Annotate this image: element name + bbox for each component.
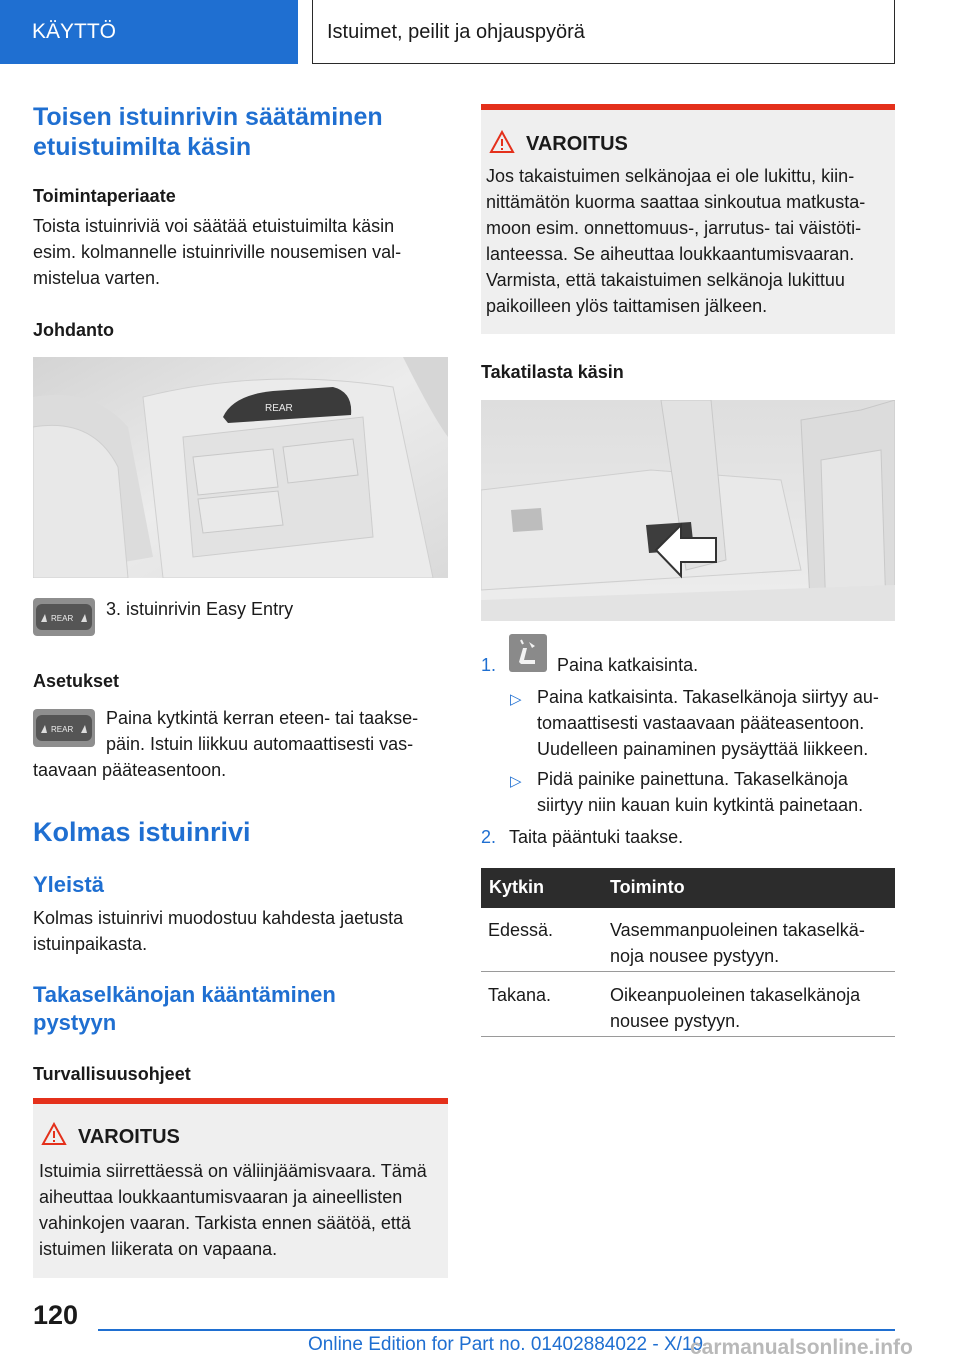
table-cell: Takana. xyxy=(488,985,552,1005)
backrest-switch-icon xyxy=(509,634,547,672)
rear-heading: Takatilasta käsin xyxy=(481,362,624,382)
footer-edition: Online Edition for Part no. 01402884022 - X/19 xyxy=(308,1334,704,1355)
svg-text:REAR: REAR xyxy=(265,403,293,414)
triangle-bullet-icon: ▷ xyxy=(510,691,522,708)
step-number: 2. xyxy=(481,827,497,847)
step-text: Paina katkaisinta. xyxy=(557,655,699,675)
settings-text-2: taavaan pääteasentoon. xyxy=(33,760,227,780)
footer-watermark: carmanualsonline.info xyxy=(690,1336,913,1359)
table-row-divider xyxy=(481,971,895,972)
warning-text: Istuimia siirrettäessä on väliinjäämisvaara. Tämä aiheuttaa loukkaantumisvaaran ja aineellisten vahinkojen vaaran. Tarkista ennen säätöä, että istuimen liikerata on vapaana. xyxy=(39,1161,427,1259)
third-row-title: Kolmas istuinrivi xyxy=(33,817,251,847)
settings-text-1: Paina kytkintä kerran eteen- tai taakse- päin. Istuin liikkuu automaattisesti vas- xyxy=(106,708,419,754)
door-panel-photo xyxy=(33,357,448,578)
svg-text:REAR: REAR xyxy=(51,614,74,623)
settings-heading: Asetukset xyxy=(33,671,120,691)
step-number: 1. xyxy=(481,655,497,675)
warning-triangle-icon xyxy=(489,130,515,154)
general-title: Yleistä xyxy=(33,872,104,897)
header-section: KÄYTTÖ xyxy=(0,0,298,64)
principle-heading: Toimintaperiaate xyxy=(33,186,176,206)
table-header-cell: Toiminto xyxy=(610,877,685,897)
sub-step-1: Paina katkaisinta. Takaselkänoja siirtyy au- tomaattisesti vastaavaan pääteasentoon. Uudelleen painaminen pysäyttää liikkeen. xyxy=(537,687,879,759)
safety-heading: Turvallisuusohjeet xyxy=(33,1064,191,1084)
triangle-bullet-icon: ▷ xyxy=(510,773,522,790)
easy-entry-caption: 3. istuinrivin Easy Entry xyxy=(106,599,294,619)
page-number: 120 xyxy=(33,1300,79,1330)
warning-box-left xyxy=(33,1098,448,1278)
table-cell: Vasemmanpuoleinen takaselkä- noja nousee pystyyn. xyxy=(610,920,865,966)
intro-heading: Johdanto xyxy=(33,320,114,340)
table-header-cell: Kytkin xyxy=(489,877,545,897)
header-chapter: Istuimet, peilit ja ohjauspyörä xyxy=(312,0,895,64)
warning-bar xyxy=(33,1098,448,1104)
principle-text: Toista istuinriviä voi säätää etuistuimilta käsin esim. kolmannelle istuinriville nousemisen val- mistelua varten. xyxy=(33,216,402,288)
sub-step-2: Pidä painike painettuna. Takaselkänoja siirtyy niin kauan kuin kytkintä painetaan. xyxy=(537,769,864,815)
rear-seat-photo xyxy=(481,400,895,621)
warning-triangle-icon xyxy=(41,1122,67,1146)
table-cell: Oikeanpuoleinen takaselkänoja nousee pystyyn. xyxy=(610,985,861,1031)
section-title: Toisen istuinrivin säätäminen etuistuimilta käsin xyxy=(33,103,383,161)
warning-title: VAROITUS xyxy=(526,133,628,155)
step-text: Taita pääntuki taakse. xyxy=(509,827,684,847)
rear-button-icon xyxy=(33,598,95,636)
warning-bar xyxy=(481,104,895,110)
warning-box-right xyxy=(481,104,895,334)
svg-text:REAR: REAR xyxy=(51,725,74,734)
warning-text: Jos takaistuimen selkänojaa ei ole lukittu, kiin- nittämätön kuorma saattaa sinkoutua matkusta- moon esim. onnettomuus-, jarrutus- tai väistöti- lanteessa. Se aiheuttaa loukkaantumisvaaran. Varmista, että takaistuimen selkänoja lukittuu paikoilleen ylös taittamisen jälkeen. xyxy=(486,166,866,316)
table-cell: Edessä. xyxy=(488,920,554,940)
general-text: Kolmas istuinrivi muodostuu kahdesta jaetusta istuinpaikasta. xyxy=(33,908,404,954)
warning-title: VAROITUS xyxy=(78,1126,180,1148)
backrest-title: Takaselkänojan kääntäminen pystyyn xyxy=(33,982,336,1035)
table-header xyxy=(481,868,895,908)
table-row-divider xyxy=(481,1036,895,1037)
rear-button-icon xyxy=(33,709,95,747)
footer-rule xyxy=(98,1329,895,1331)
